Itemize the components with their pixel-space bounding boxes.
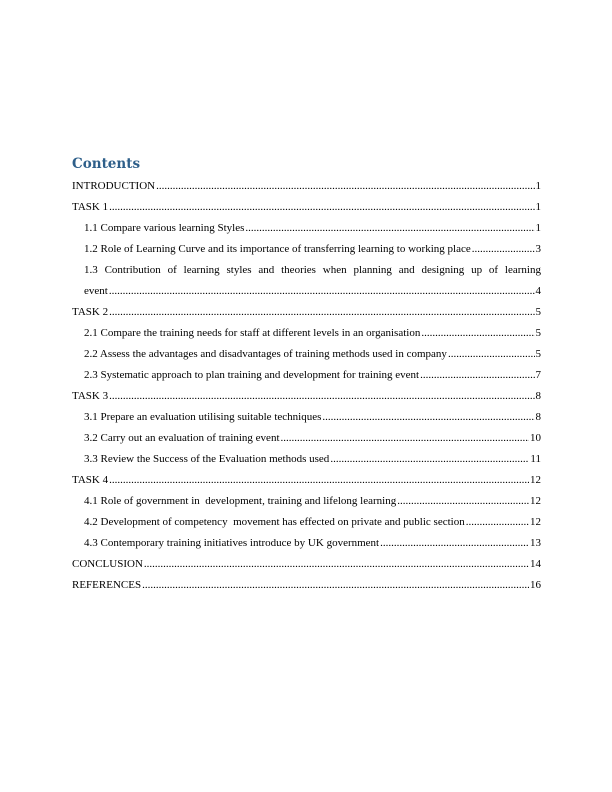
toc-leader: [144, 554, 529, 575]
toc-page-number: 1: [535, 201, 541, 213]
toc-page-number: 5: [535, 348, 541, 360]
toc-entry-title: CONCLUSION: [72, 558, 143, 570]
toc-page-number: 7: [535, 369, 541, 381]
toc-entry-title: TASK 2: [72, 306, 109, 318]
toc-entry-3-3[interactable]: [72, 449, 541, 470]
toc-leader: [397, 491, 529, 512]
toc-leader: [109, 281, 535, 302]
toc-entry-title: 4.2 Development of competency movement has effected on private and public section: [84, 516, 465, 528]
toc-page-number: 16: [530, 579, 541, 591]
toc-leader: [156, 176, 534, 197]
toc-page-number: 3: [535, 243, 541, 255]
toc-leader: [330, 449, 529, 470]
toc-entry-4-3[interactable]: [72, 533, 541, 554]
toc-page-number: 1: [535, 222, 541, 234]
toc-entry-title-line1: 1.3 Contribution of learning styles and theories when planning and designing up of learning: [84, 264, 541, 276]
toc-entry-title: INTRODUCTION: [72, 180, 156, 192]
toc-entry-conclusion[interactable]: [72, 554, 541, 575]
toc-page-number: 12: [530, 474, 541, 486]
toc-page-number: 11: [530, 453, 541, 465]
toc-entry-task4[interactable]: [72, 470, 541, 491]
toc-page-number: 12: [530, 516, 541, 528]
toc-leader: [380, 533, 529, 554]
toc-leader: [448, 344, 535, 365]
toc-entry-references[interactable]: [72, 575, 541, 596]
toc-leader: [109, 470, 529, 491]
toc-page-number: 1: [535, 180, 541, 192]
toc-leader: [109, 302, 534, 323]
toc-entry-title: 3.3 Review the Success of the Evaluation methods used: [84, 453, 330, 465]
toc-entry-2-1[interactable]: [72, 323, 541, 344]
toc-entry-title: 4.3 Contemporary training initiatives introduce by UK government: [84, 537, 380, 549]
toc-entry-task2[interactable]: [72, 302, 541, 323]
toc-page-number: 8: [535, 390, 541, 402]
toc-leader: [322, 407, 534, 428]
toc-entry-4-1[interactable]: [72, 491, 541, 512]
toc-leader: [420, 365, 534, 386]
toc-leader: [472, 239, 535, 260]
toc-page-number: 12: [530, 495, 541, 507]
toc-page-number: 4: [535, 285, 541, 297]
toc-entry-3-1[interactable]: [72, 407, 541, 428]
table-of-contents: [72, 176, 541, 596]
toc-entry-1-1[interactable]: [72, 218, 541, 239]
toc-entry-title: 2.1 Compare the training needs for staff at different levels in an organisation: [84, 327, 421, 339]
toc-entry-title: 2.3 Systematic approach to plan training and development for training event: [84, 369, 420, 381]
toc-entry-title: REFERENCES: [72, 579, 142, 591]
toc-leader: [466, 512, 529, 533]
toc-leader: [142, 575, 529, 596]
toc-entry-title: 3.2 Carry out an evaluation of training event: [84, 432, 280, 444]
toc-entry-3-2[interactable]: [72, 428, 541, 449]
toc-entry-title: 3.1 Prepare an evaluation utilising suitable techniques: [84, 411, 322, 423]
toc-page-number: 5: [535, 327, 541, 339]
toc-entry-line2: [84, 281, 541, 302]
toc-page-number: 14: [530, 558, 541, 570]
toc-leader: [281, 428, 530, 449]
toc-entry-title-line2: event: [84, 285, 108, 297]
toc-entry-title: 1.1 Compare various learning Styles: [84, 222, 245, 234]
toc-leader: [109, 386, 534, 407]
toc-entry-4-2[interactable]: [72, 512, 541, 533]
toc-entry-title: 4.1 Role of government in development, training and lifelong learning: [84, 495, 397, 507]
toc-entry-title: 2.2 Assess the advantages and disadvantages of training methods used in company: [84, 348, 447, 360]
toc-page-number: 8: [535, 411, 541, 423]
toc-leader: [245, 218, 534, 239]
toc-page-number: 13: [530, 537, 541, 549]
toc-leader: [421, 323, 534, 344]
toc-entry-title: 1.2 Role of Learning Curve and its importance of transferring learning to working place: [84, 243, 471, 255]
toc-page-number: 5: [535, 306, 541, 318]
toc-entry-task3[interactable]: [72, 386, 541, 407]
toc-entry-1-3[interactable]: [72, 260, 541, 302]
toc-leader: [109, 197, 534, 218]
toc-entry-title: TASK 1: [72, 201, 109, 213]
toc-entry-title: TASK 3: [72, 390, 109, 402]
toc-page-number: 10: [530, 432, 541, 444]
contents-heading: Contents: [72, 156, 141, 172]
toc-entry-1-2[interactable]: [72, 239, 541, 260]
toc-entry-introduction[interactable]: [72, 176, 541, 197]
toc-entry-title: TASK 4: [72, 474, 109, 486]
toc-entry-2-2[interactable]: [72, 344, 541, 365]
toc-entry-2-3[interactable]: [72, 365, 541, 386]
toc-entry-task1[interactable]: [72, 197, 541, 218]
